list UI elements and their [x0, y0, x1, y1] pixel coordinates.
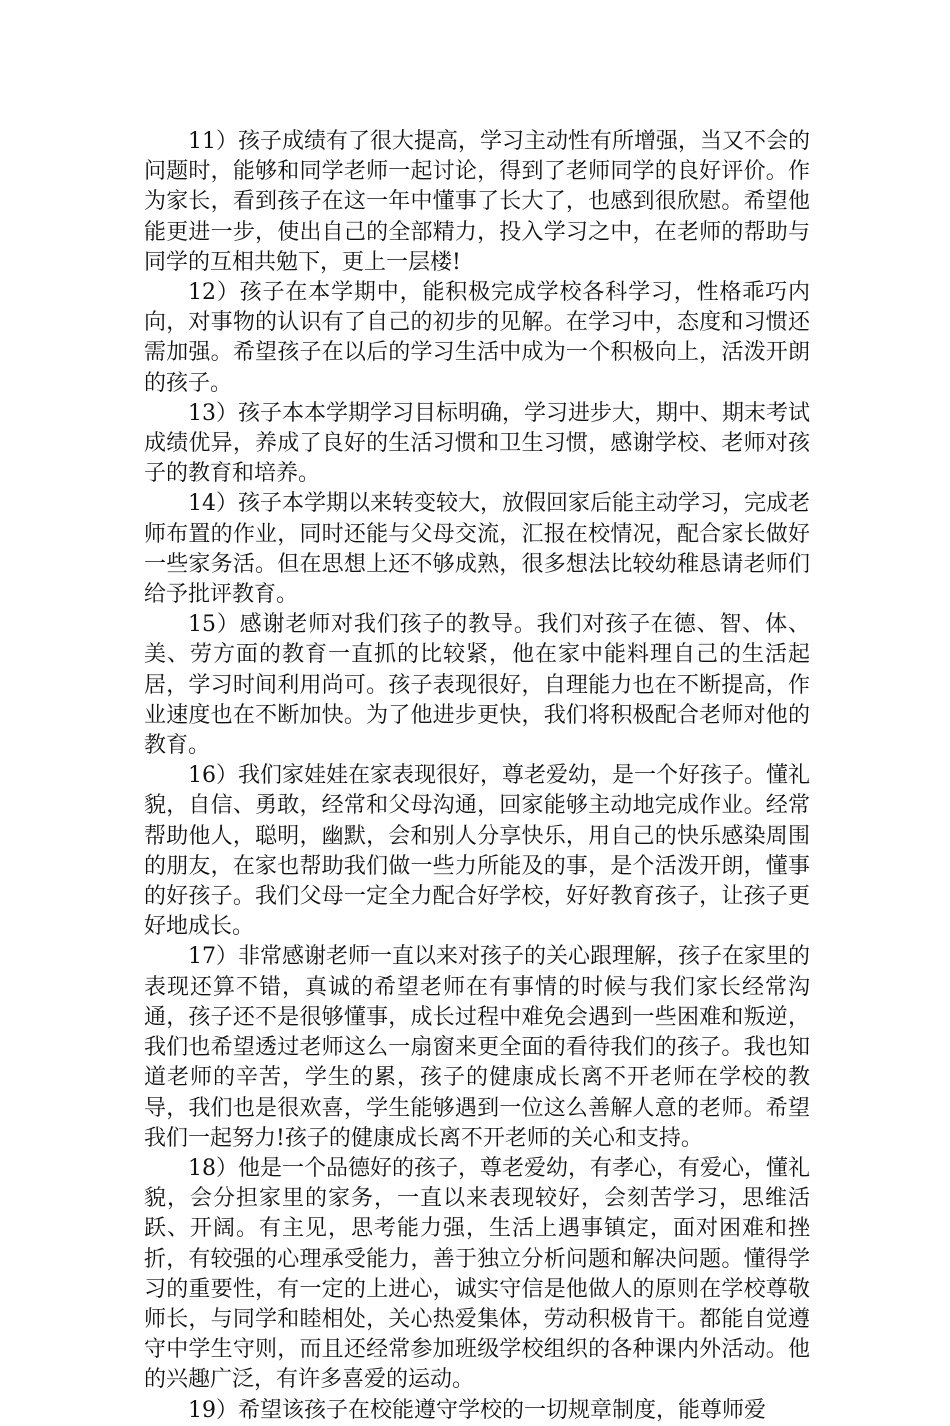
document-body: [144, 127, 810, 1426]
paragraph-15: 15）感谢老师对我们孩子的教导。我们对孩子在德、智、体、美、劳方面的教育一直抓的比较紧，他在家中能料理自己的生活起居，学习时间利用尚可。孩子表现很好，自理能力也在不断提高，作业速度也在不断加快。为了他进步更快，我们将积极配合老师对他的教育。: [144, 612, 810, 759]
paragraph-11: 11）孩子成绩有了很大提高，学习主动性有所增强，当又不会的问题时，能够和同学老师一起讨论，得到了老师同学的良好评价。作为家长，看到孩子在这一年中懂事了长大了，也感到很欣慰。希望他能更进一步，使出自己的全部精力，投入学习之中，在老师的帮助与同学的互相共勉下，更上一层楼!: [144, 129, 810, 275]
paragraph-16: 16）我们家娃娃在家表现很好，尊老爱幼，是一个好孩子。懂礼貌，自信、勇敢，经常和父母沟通，回家能够主动地完成作业。经常帮助他人，聪明，幽默，会和别人分享快乐，用自己的快乐感染周围的朋友，在家也帮助我们做一些力所能及的事，是个活泼开朗，懂事的好孩子。我们父母一定全力配合好学校，好好教育孩子，让孩子更好地成长。: [144, 763, 810, 940]
paragraph-18: 18）他是一个品德好的孩子，尊老爱幼，有孝心，有爱心，懂礼貌，会分担家里的家务，一直以来表现较好，会刻苦学习，思维活跃、开阔。有主见，思考能力强，生活上遇事镇定，面对困难和挫折，有较强的心理承受能力，善于独立分析问题和解决问题。懂得学习的重要性，有一定的上进心，诚实守信是他做人的原则在学校尊敬师长，与同学和睦相处，关心热爱集体，劳动积极肯干。都能自觉遵守中学生守则，而且还经常参加班级学校组织的各种课内外活动。他的兴趣广泛，有许多喜爱的运动。: [144, 1155, 810, 1393]
paragraph-13: 13）孩子本本学期学习目标明确，学习进步大，期中、期末考试成绩优异，养成了良好的生活习惯和卫生习惯，感谢学校、老师对孩子的教育和培养。: [144, 400, 810, 487]
paragraph-14: 14）孩子本学期以来转变较大，放假回家后能主动学习，完成老师布置的作业，同时还能与父母交流，汇报在校情况，配合家长做好一些家务活。但在思想上还不够成熟，很多想法比较幼稚恳请老师们给予批评教育。: [144, 491, 810, 608]
paragraph-12: 12）孩子在本学期中，能积极完成学校各科学习，性格乖巧内向，对事物的认识有了自己的初步的见解。在学习中，态度和习惯还需加强。希望孩子在以后的学习生活中成为一个积极向上，活泼开朗的孩子。: [144, 280, 810, 396]
paragraph-17: 17）非常感谢老师一直以来对孩子的关心跟理解，孩子在家里的表现还算不错，真诚的希望老师在有事情的时候与我们家长经常沟通，孩子还不是很够懂事，成长过程中难免会遇到一些困难和叛逆，我们也希望透过老师这么一扇窗来更全面的看待我们的孩子。我也知道老师的辛苦，学生的累，孩子的健康成长离不开老师在学校的教导，我们也是很欢喜，学生能够遇到一位这么善解人意的老师。希望我们一起努力!孩子的健康成长离不开老师的关心和支持。: [144, 944, 810, 1151]
paragraph-19: 19）希望该孩子在校能遵守学校的一切规章制度，能尊师爱: [188, 1397, 766, 1423]
